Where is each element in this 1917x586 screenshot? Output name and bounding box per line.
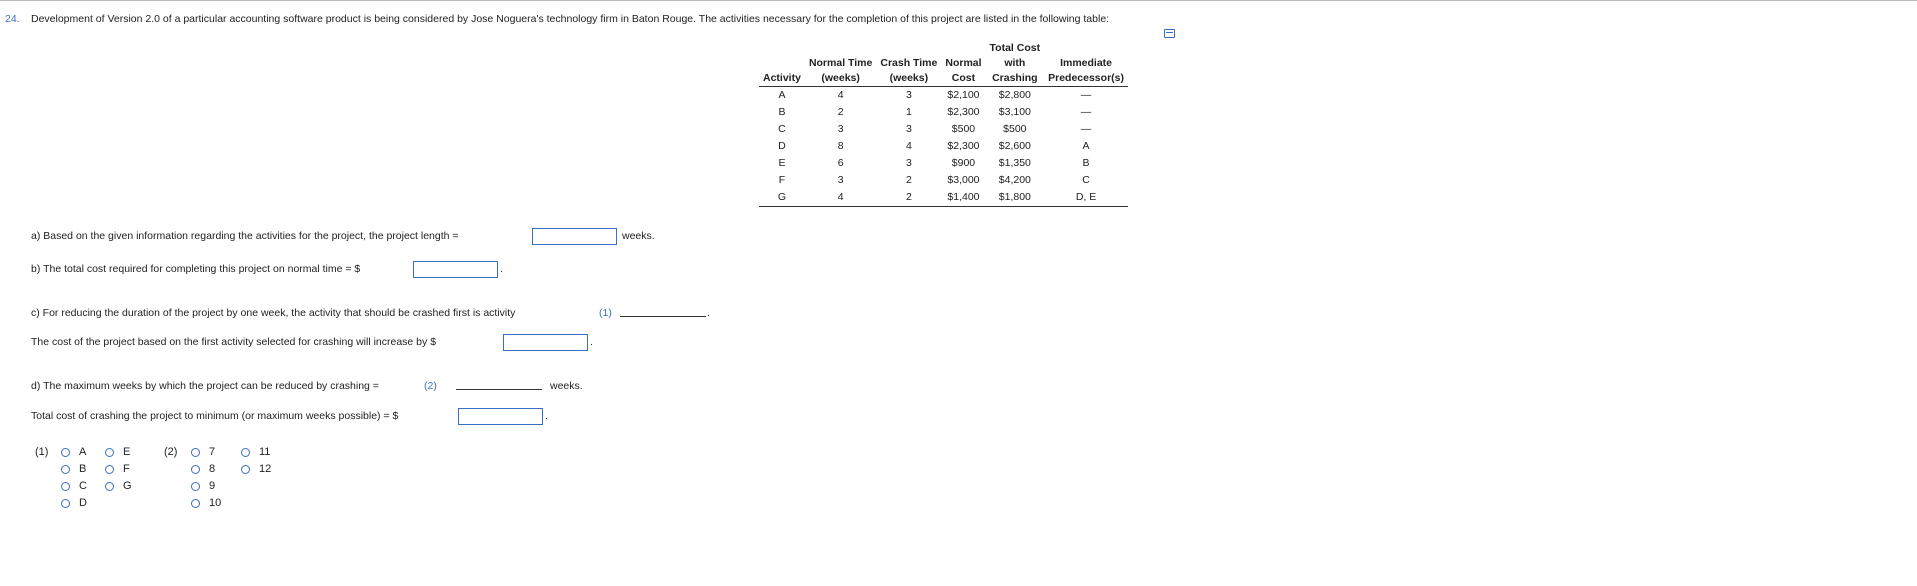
cell-normal-time: 4 [837,89,844,101]
cell-normal-cost: $2,100 [947,89,980,101]
cell-normal-cost: $500 [951,123,976,135]
cell-activity: D [778,140,786,152]
header-total-cost-line3: Crashing [986,71,1045,87]
radio-option-8[interactable]: 8 [191,463,215,475]
part-c2-text: The cost of the project based on the first activity selected for crashing will increase by $ [31,336,437,348]
part-b-text: b) The total cost required for completing this project on normal time = $ [31,263,361,275]
table-row [759,189,1128,207]
radio-circle-icon[interactable] [61,499,70,508]
cell-activity: F [778,174,786,186]
radio-option-a[interactable]: A [61,446,86,458]
part-d2-text: Total cost of crashing the project to minimum (or maximum weeks possible) = $ [31,410,399,422]
top-divider [0,0,1917,1]
radio-circle-icon[interactable] [105,482,114,491]
cell-activity: E [778,157,786,169]
cell-normal-time: 3 [837,174,844,186]
table-row [759,87,1128,105]
radio-option-10[interactable]: 10 [191,497,221,509]
choice-group-1-label: (1) [35,446,49,458]
cell-crash-cost: $2,800 [998,89,1031,101]
radio-circle-icon[interactable] [241,448,250,457]
header-normal-time-line2: (weeks) [805,71,876,87]
choice-group-2-label: (2) [164,446,178,458]
radio-option-c[interactable]: C [61,480,87,492]
part-a-text: a) Based on the given information regarding the activities for the project, the project length = [31,230,459,242]
cell-predecessors: A [1082,140,1090,152]
cell-normal-cost: $1,400 [941,189,985,207]
copy-table-icon[interactable] [1164,29,1175,38]
radio-circle-icon[interactable] [105,465,114,474]
radio-circle-icon[interactable] [191,465,200,474]
activity-select-blank[interactable] [620,316,706,317]
dropdown-marker-2: (2) [424,380,437,392]
cell-normal-cost: $2,300 [947,140,980,152]
header-crash-time-line2: (weeks) [876,71,941,87]
dropdown-marker-1: (1) [599,307,612,319]
header-normal-time-line1: Normal Time [808,57,873,69]
header-normal-cost-line2: Cost [941,71,985,87]
radio-option-12[interactable]: 12 [241,463,271,475]
header-total-cost-line2: with [1004,57,1026,69]
activities-table [759,41,1128,207]
cell-activity: B [778,106,786,118]
cell-normal-time: 6 [837,157,844,169]
part-d-suffix: weeks. [550,380,583,392]
cell-crash-cost: $500 [1003,123,1027,135]
header-predecessors-line1: Immediate [1060,57,1113,69]
part-b-suffix: . [500,263,503,275]
total-crash-cost-input[interactable] [458,408,543,425]
part-c2-suffix: . [590,336,593,348]
radio-option-d[interactable]: D [61,497,87,509]
cell-predecessors: — [1080,89,1092,101]
cell-crash-time: 4 [905,140,912,152]
cell-crash-cost: $4,200 [998,174,1031,186]
cell-normal-cost: $3,000 [947,174,980,186]
part-d-text: d) The maximum weeks by which the project can be reduced by crashing = [31,380,379,392]
radio-circle-icon[interactable] [61,465,70,474]
cell-predecessors: — [1080,106,1092,118]
part-c-text: c) For reducing the duration of the project by one week, the activity that should be crashed first is activity [31,307,516,319]
table-row [759,172,1128,189]
cell-normal-time: 3 [837,123,844,135]
part-c-suffix: . [707,307,710,319]
header-crash-time-line1: Crash Time [880,57,938,69]
cell-crash-time: 3 [905,123,912,135]
cell-crash-time: 3 [905,89,912,101]
radio-option-9[interactable]: 9 [191,480,215,492]
table-row [759,121,1128,138]
radio-option-f[interactable]: F [105,463,130,475]
part-a-suffix: weeks. [622,230,655,242]
table-row [759,104,1128,121]
cell-normal-time: 2 [837,106,844,118]
cell-activity: G [759,189,805,207]
header-total-cost-line1: Total Cost [989,42,1041,54]
table-row [759,138,1128,155]
cell-crash-cost: $3,100 [998,106,1031,118]
max-weeks-select-blank[interactable] [456,389,542,390]
cell-crash-cost: $1,800 [986,189,1045,207]
cell-crash-time: 2 [905,174,912,186]
header-normal-cost-line1: Normal [945,57,982,69]
radio-option-e[interactable]: E [105,446,130,458]
radio-circle-icon[interactable] [105,448,114,457]
header-predecessors-line2: Predecessor(s) [1044,71,1128,87]
cell-activity: A [778,89,786,101]
radio-circle-icon[interactable] [61,482,70,491]
table-row [759,155,1128,172]
question-number: 24. [5,13,20,25]
cell-predecessors: D, E [1044,189,1128,207]
radio-circle-icon[interactable] [191,482,200,491]
radio-option-b[interactable]: B [61,463,86,475]
crash-cost-increase-input[interactable] [503,334,588,351]
cell-crash-time: 1 [905,106,912,118]
part-d2-suffix: . [545,410,548,422]
cell-normal-time: 4 [805,189,876,207]
radio-circle-icon[interactable] [191,499,200,508]
question-text: Development of Version 2.0 of a particular accounting software product is being considered by Jose Noguera's technology firm in Baton Rouge. The activities necessary for the completion of this project are listed in the following table: [31,13,1110,25]
normal-cost-input[interactable] [413,261,498,278]
cell-activity: C [778,123,786,135]
header-activity: Activity [759,71,805,87]
cell-predecessors: — [1080,123,1092,135]
radio-option-g[interactable]: G [105,480,132,492]
cell-normal-cost: $900 [951,157,976,169]
radio-option-7[interactable]: 7 [191,446,215,458]
radio-circle-icon[interactable] [61,448,70,457]
cell-predecessors: B [1082,157,1090,169]
radio-option-11[interactable]: 11 [241,446,270,458]
cell-crash-cost: $1,350 [998,157,1031,169]
cell-predecessors: C [1082,174,1090,186]
cell-crash-time: 2 [876,189,941,207]
cell-normal-time: 8 [837,140,844,152]
cell-crash-time: 3 [905,157,912,169]
radio-circle-icon[interactable] [241,465,250,474]
project-length-input[interactable] [532,228,617,245]
cell-normal-cost: $2,300 [947,106,980,118]
radio-circle-icon[interactable] [191,448,200,457]
cell-crash-cost: $2,600 [998,140,1031,152]
